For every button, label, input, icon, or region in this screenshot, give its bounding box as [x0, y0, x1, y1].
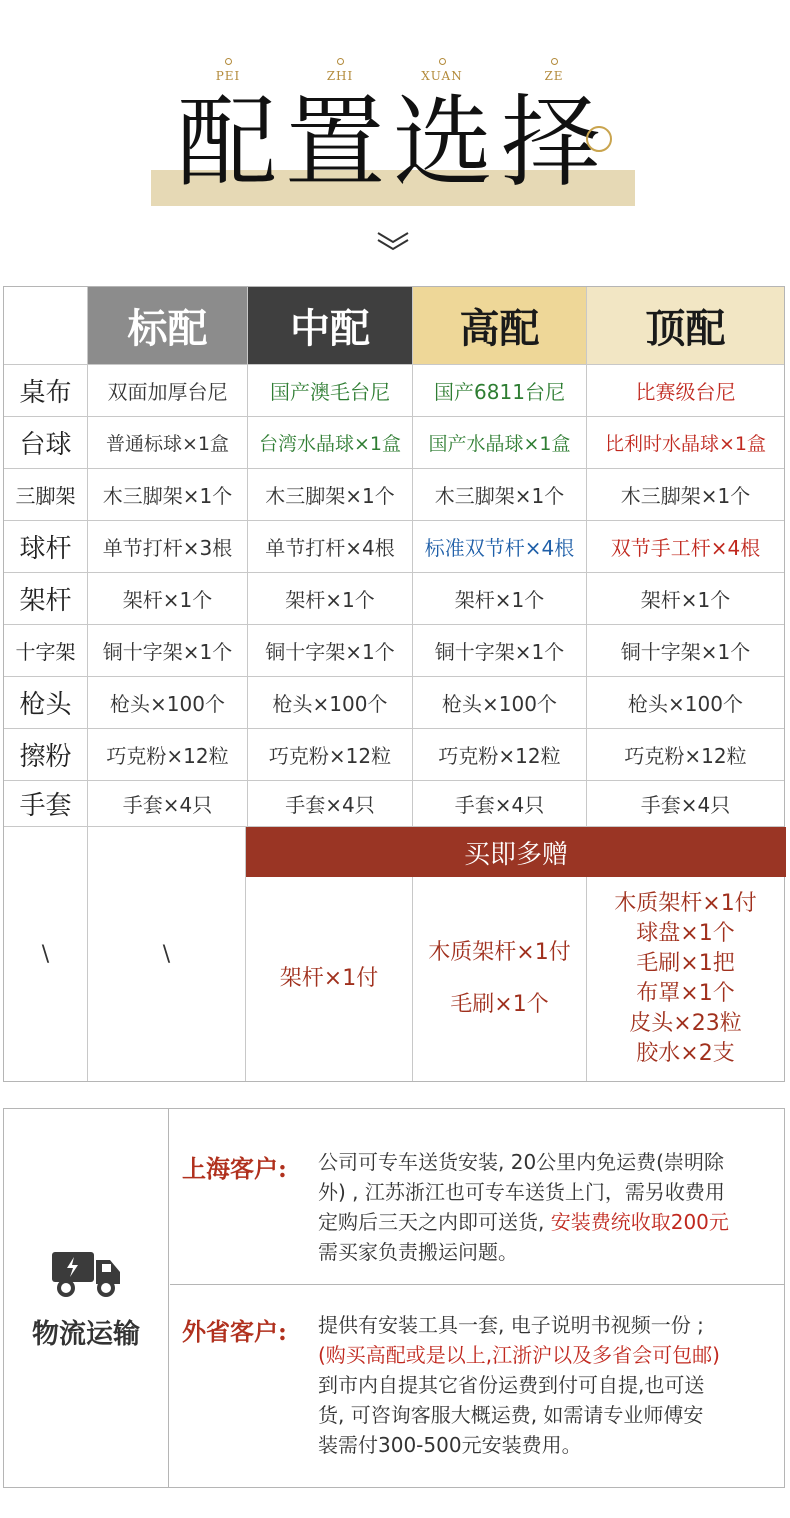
cell-top: 双节手工杆×4根 [587, 521, 784, 573]
col-header-mid: 中配 [248, 287, 413, 365]
cell-mid: 枪头×100个 [248, 677, 413, 729]
cell-top: 手套×4只 [587, 781, 784, 827]
cell-high: 国产水晶球×1盒 [413, 417, 587, 469]
pinyin-dot [225, 58, 232, 65]
gift-item: 木质架杆×1付 [614, 891, 757, 916]
cell-standard: 单节打杆×3根 [88, 521, 248, 573]
gift-item: 球盘×1个 [636, 921, 735, 946]
gift-cell-high [413, 877, 587, 1081]
cell-standard: 架杆×1个 [88, 573, 248, 625]
gift-item: 木质架杆×1付 [428, 940, 571, 965]
gift-item: 毛刷×1把 [636, 951, 735, 976]
cell-standard: 手套×4只 [88, 781, 248, 827]
text-line: 装需付300-500元安装费用。 [318, 1433, 582, 1457]
pinyin-ze [524, 58, 584, 83]
gift-item: 胶水×2支 [636, 1041, 735, 1066]
cell-standard: 铜十字架×1个 [88, 625, 248, 677]
row-label: 台球 [4, 417, 88, 469]
gift-cell-mid [246, 877, 413, 1081]
cell-mid: 单节打杆×4根 [248, 521, 413, 573]
cell-top: 木三脚架×1个 [587, 469, 784, 521]
install-fee-highlight: 安装费统收取200元 [550, 1210, 729, 1234]
gift-item: 架杆×1付 [279, 966, 379, 991]
other-province-customer-row [170, 1286, 784, 1487]
gift-cell-top [587, 877, 784, 1081]
shanghai-customer-row [170, 1109, 784, 1285]
logistics-title: 物流运输 [32, 1318, 140, 1350]
gift-cell-standard: \ [88, 827, 246, 1081]
cell-standard: 巧克粉×12粒 [88, 729, 248, 781]
text-line: 到市内自提其它省份运费到付可自提,也可送 [318, 1373, 705, 1397]
pinyin-dot [439, 58, 446, 65]
cell-mid: 手套×4只 [248, 781, 413, 827]
cell-standard: 枪头×100个 [88, 677, 248, 729]
double-chevron-down-icon [376, 230, 410, 252]
col-header-high: 高配 [413, 287, 587, 365]
row-label: 架杆 [4, 573, 88, 625]
row-label: 桌布 [4, 365, 88, 417]
cell-mid: 木三脚架×1个 [248, 469, 413, 521]
cell-top: 枪头×100个 [587, 677, 784, 729]
gift-banner: 买即多赠 [246, 827, 786, 877]
cell-high: 标准双节杆×4根 [413, 521, 587, 573]
pinyin-dot [337, 58, 344, 65]
row-label: 擦粉 [4, 729, 88, 781]
text-line: 外) , 江苏浙江也可专车送货上门，需另收费用 [318, 1180, 725, 1204]
header-corner [4, 287, 88, 365]
pinyin-text: XUAN [421, 69, 463, 83]
logistics-table [3, 1108, 785, 1488]
cell-top: 铜十字架×1个 [587, 625, 784, 677]
col-header-top: 顶配 [587, 287, 784, 365]
text-segment: 定购后三天之内即可送货, [318, 1210, 551, 1234]
free-shipping-note: (购买高配或是以上,江浙沪以及多省会可包邮) [318, 1343, 720, 1367]
cell-high: 巧克粉×12粒 [413, 729, 587, 781]
pinyin-dot [551, 58, 558, 65]
row-label: 枪头 [4, 677, 88, 729]
truck-icon [50, 1246, 122, 1298]
text-line: 公司可专车送货安装, 20公里内免运费(崇明除 [318, 1150, 724, 1174]
page-title: 配置选择 [177, 84, 609, 201]
cell-high: 枪头×100个 [413, 677, 587, 729]
text-line-mixed [318, 1207, 780, 1237]
text-line: 提供有安装工具一套, 电子说明书视频一份 ; [318, 1313, 704, 1337]
gift-item: 皮头×23粒 [629, 1011, 742, 1036]
cell-mid: 架杆×1个 [248, 573, 413, 625]
cell-high: 铜十字架×1个 [413, 625, 587, 677]
cell-high: 手套×4只 [413, 781, 587, 827]
other-province-customer-label: 外省客户: [182, 1317, 287, 1346]
cell-high: 木三脚架×1个 [413, 469, 587, 521]
row-label: 十字架 [4, 625, 88, 677]
title-ring-decoration [586, 126, 612, 152]
cell-top: 比赛级台尼 [587, 365, 784, 417]
pinyin-text: PEI [215, 69, 241, 83]
cell-mid: 台湾水晶球×1盒 [248, 417, 413, 469]
cell-mid: 铜十字架×1个 [248, 625, 413, 677]
cell-standard: 木三脚架×1个 [88, 469, 248, 521]
pinyin-text: ZE [544, 69, 564, 83]
row-label: 三脚架 [4, 469, 88, 521]
gift-row-label: \ [4, 827, 88, 1081]
cell-standard: 双面加厚台尼 [88, 365, 248, 417]
text-line: 需买家负责搬运问题。 [318, 1240, 518, 1264]
shanghai-customer-text [318, 1147, 780, 1267]
config-table [3, 286, 785, 1082]
pinyin-zhi [310, 58, 370, 83]
gift-item: 毛刷×1个 [450, 992, 549, 1017]
logistics-header [4, 1109, 169, 1487]
row-label: 手套 [4, 781, 88, 827]
cell-top: 架杆×1个 [587, 573, 784, 625]
pinyin-xuan [412, 58, 472, 83]
other-province-customer-text [318, 1310, 780, 1460]
cell-mid: 巧克粉×12粒 [248, 729, 413, 781]
cell-top: 比利时水晶球×1盒 [587, 417, 784, 469]
cell-mid: 国产澳毛台尼 [248, 365, 413, 417]
text-line: 货, 可咨询客服大概运费, 如需请专业师傅安 [318, 1403, 704, 1427]
cell-top: 巧克粉×12粒 [587, 729, 784, 781]
cell-standard: 普通标球×1盒 [88, 417, 248, 469]
cell-high: 国产6811台尼 [413, 365, 587, 417]
pinyin-text: ZHI [326, 69, 354, 83]
gift-item: 布罩×1个 [636, 981, 735, 1006]
row-label: 球杆 [4, 521, 88, 573]
cell-high: 架杆×1个 [413, 573, 587, 625]
shanghai-customer-label: 上海客户: [182, 1154, 287, 1183]
pinyin-pei [198, 58, 258, 83]
col-header-standard: 标配 [88, 287, 248, 365]
